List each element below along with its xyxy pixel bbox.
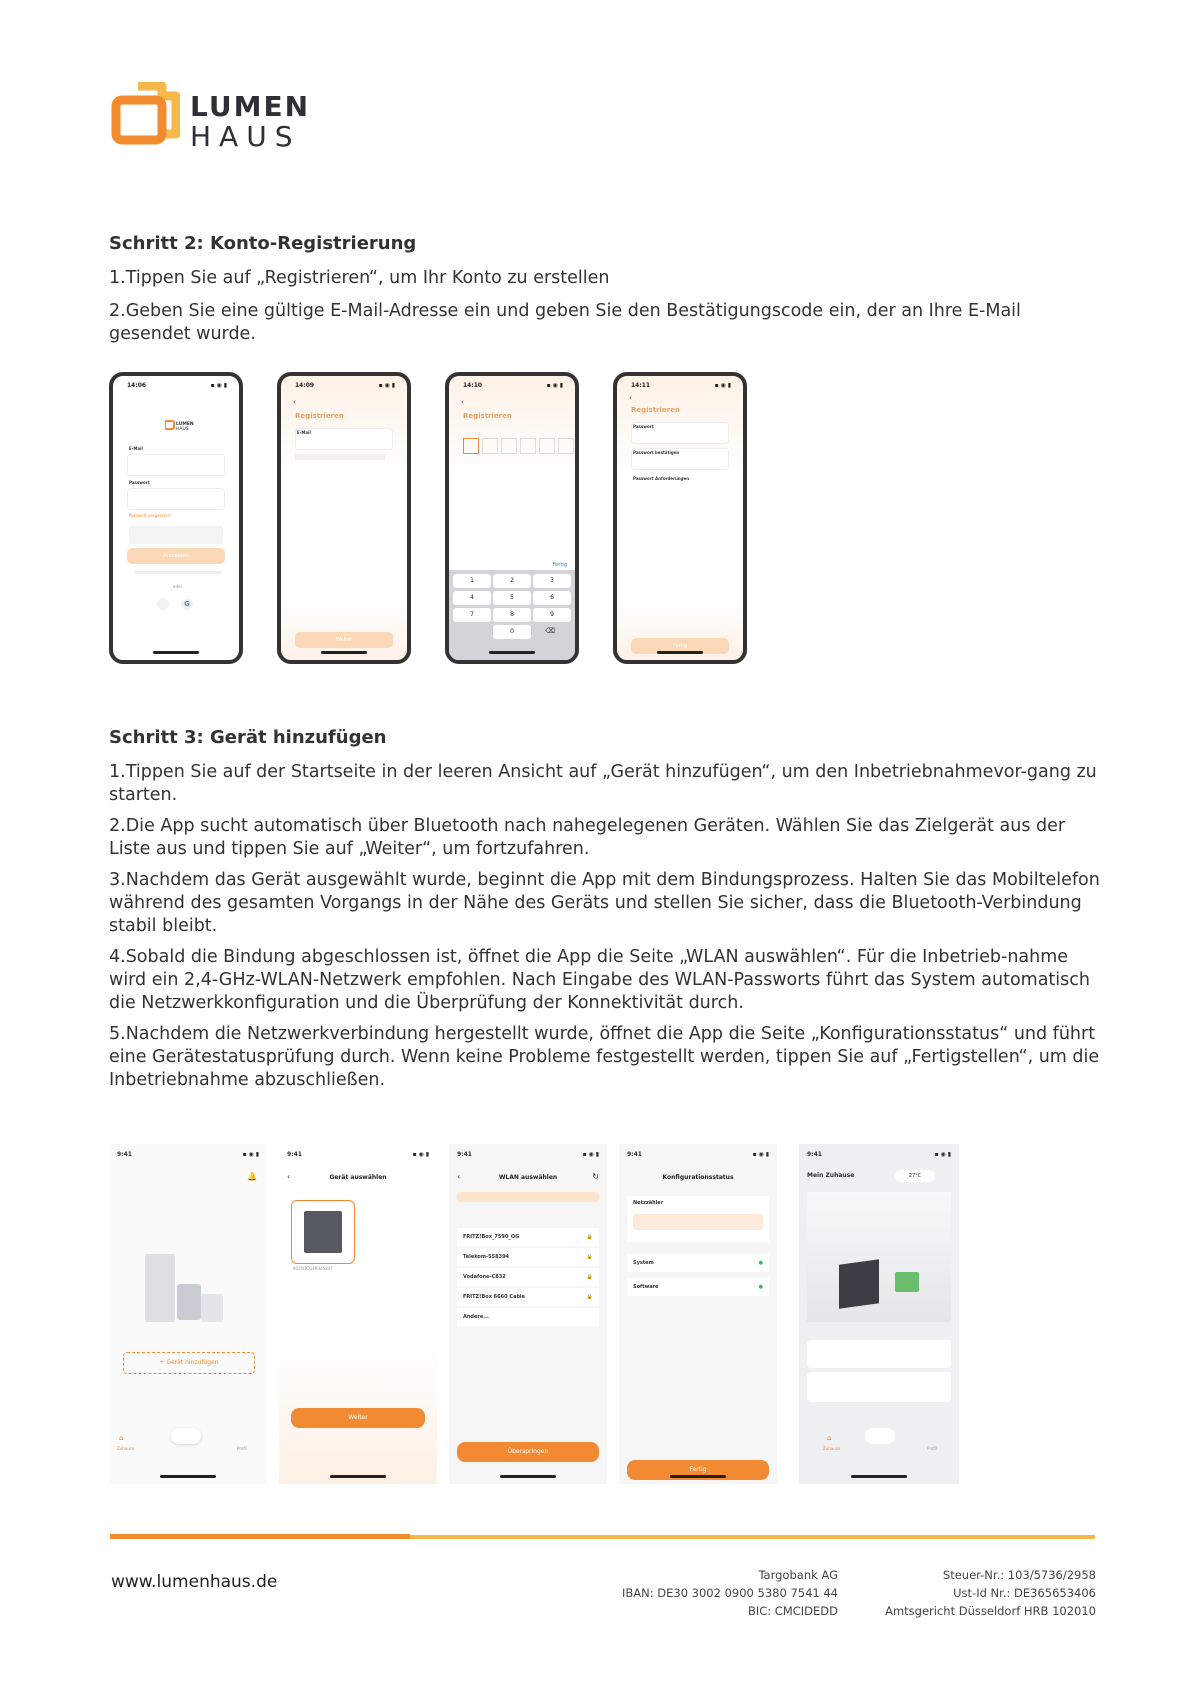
login-button[interactable]: Anmelden xyxy=(127,548,225,564)
center-device-icon[interactable] xyxy=(171,1428,201,1444)
home-indicator xyxy=(321,651,367,654)
step3-item: 4.Sobald die Bindung abgeschlossen ist, öffnet die App die Seite „WLAN auswählen“. Für die Inbetrieb-nahme wird ein 2,4-GHz-WLAN-Netzwerk empfohlen. Nach Eingabe des WLAN-Passworts führt das System automatisch die Netzwerkkonfiguration und die Überprüfung der Konnektivität durch. xyxy=(109,947,1090,1013)
step3-item: 3.Nachdem das Gerät ausgewählt wurde, beginnt die App mit dem Bindungsprozess. Halten Sie das Mobiltelefon während des gesamten Vorgangs in der Nähe des Geräts und stellen Sie sicher, dass die Bluetooth-Verbindung stabil bleibt. xyxy=(109,870,1100,936)
home-title[interactable]: Mein Zuhause xyxy=(807,1172,855,1179)
website-link[interactable]: www.lumenhaus.de xyxy=(111,1572,278,1592)
status-icons: ▪ ◉ ▮ xyxy=(582,1151,599,1158)
device-serial: 9025DCG4R045347 xyxy=(293,1266,333,1271)
terms-text xyxy=(129,526,223,544)
software-status-row[interactable]: Software ● xyxy=(627,1278,769,1296)
key-5[interactable]: 5 xyxy=(493,591,531,605)
meter-label: Netzzähler xyxy=(633,1200,664,1206)
next-button[interactable]: Weiter xyxy=(295,632,393,648)
key-1[interactable]: 1 xyxy=(453,574,491,588)
footer-bar-dark xyxy=(110,1534,410,1539)
app-home-empty-screen xyxy=(109,1144,267,1484)
vat-id: Ust-Id Nr.: DE365653406 xyxy=(953,1586,1096,1600)
center-device-icon[interactable] xyxy=(865,1428,895,1444)
brand-line2: HAUS xyxy=(190,120,301,153)
confirm-password-label: Passwort bestätigen xyxy=(633,450,680,455)
status-time: 14:06 xyxy=(127,382,147,389)
step3-item: 5.Nachdem die Netzwerkverbindung hergestellt wurde, öffnet die App die Seite „Konfigurationsstatus“ und führt eine Gerätestatusprüfung durch. Wenn keine Probleme festgestellt werden, tippen Sie auf „Fertigstellen“, um die Inbetriebnahme abzuschließen. xyxy=(109,1024,1100,1090)
select-device-title: Gerät auswählen xyxy=(329,1174,387,1181)
numeric-keypad xyxy=(449,570,575,660)
phone-set-password-screen xyxy=(613,372,747,664)
energy-summary-card[interactable] xyxy=(807,1340,951,1368)
profile-tab-label[interactable]: Profil xyxy=(237,1446,247,1451)
lumenhaus-logo-icon xyxy=(110,82,180,146)
home-indicator xyxy=(670,1475,726,1478)
weather-chip: 27°C xyxy=(895,1170,935,1182)
password-label: Passwort xyxy=(633,424,654,429)
svg-text:HAUS: HAUS xyxy=(176,427,189,431)
register-hint xyxy=(135,571,221,574)
phone-login-screen xyxy=(109,372,243,664)
device-summary-card[interactable] xyxy=(807,1372,951,1402)
wifi-network-item[interactable]: Vodafone-C832 🔒 xyxy=(457,1268,599,1286)
brand-wordmark xyxy=(190,92,310,152)
finish-button[interactable]: Fertig xyxy=(627,1460,769,1480)
key-0[interactable]: 0 xyxy=(493,625,531,639)
home-indicator xyxy=(153,651,199,654)
status-icons: ▪ ◉ ▮ xyxy=(934,1151,951,1158)
status-time: 14:10 xyxy=(463,382,483,389)
back-icon[interactable]: ‹ xyxy=(293,398,296,406)
back-icon[interactable]: ‹ xyxy=(287,1172,291,1181)
password-field[interactable] xyxy=(127,488,225,510)
skip-button[interactable]: Überspringen xyxy=(457,1442,599,1462)
wifi-network-item[interactable]: FRITZ!Box 6660 Cable 🔒 xyxy=(457,1288,599,1306)
next-button[interactable]: Weiter xyxy=(291,1408,425,1428)
court-registration: Amtsgericht Düsseldorf HRB 102010 xyxy=(885,1604,1096,1618)
register-title: Registrieren xyxy=(295,412,344,420)
step2-item: 2.Geben Sie eine gültige E-Mail-Adresse ein und geben Sie den Bestätigungscode ein, der an Ihre E-Mail gesendet wurde. xyxy=(109,301,1021,344)
status-icons: ▪ ◉ ▮ xyxy=(752,1151,769,1158)
requirements-box xyxy=(631,474,729,518)
home-tab-icon[interactable]: ⌂ xyxy=(827,1434,832,1442)
select-device-screen xyxy=(279,1144,437,1484)
back-icon[interactable]: ‹ xyxy=(461,398,464,406)
add-device-button[interactable]: + Gerät hinzufügen xyxy=(123,1352,255,1374)
home-indicator xyxy=(851,1475,907,1478)
apple-login-icon[interactable] xyxy=(157,598,169,610)
step2-section xyxy=(109,233,1104,346)
back-icon[interactable]: ‹ xyxy=(629,394,632,402)
status-time: 14:09 xyxy=(295,382,315,389)
svg-text:LUMEN: LUMEN xyxy=(176,422,194,427)
select-wifi-screen xyxy=(449,1144,607,1484)
register-title: Registrieren xyxy=(631,406,680,414)
home-tab-icon[interactable]: ⌂ xyxy=(119,1434,124,1442)
back-icon[interactable]: ‹ xyxy=(457,1172,461,1181)
meter-warning xyxy=(633,1214,763,1230)
wifi-network-item[interactable]: Telekom-558394 🔒 xyxy=(457,1248,599,1266)
wifi-network-item[interactable]: FRITZ!Box_7590_OG 🔒 xyxy=(457,1228,599,1246)
bank-info xyxy=(600,1566,838,1620)
configuration-status-screen xyxy=(619,1144,777,1484)
refresh-icon[interactable]: ↻ xyxy=(592,1172,599,1181)
phone-verification-code-screen xyxy=(445,372,579,664)
step3-item: 2.Die App sucht automatisch über Bluetooth nach nahegelegenen Geräten. Wählen Sie das Zielgerät aus der Liste aus und tippen Sie auf „Weiter“, um fortzufahren. xyxy=(109,816,1066,859)
phone-register-email-screen xyxy=(277,372,411,664)
password-label: Passwort xyxy=(129,480,150,485)
status-icons: ▪ ◉ ▮ xyxy=(714,382,731,389)
home-indicator xyxy=(657,651,703,654)
key-3[interactable]: 3 xyxy=(533,574,571,588)
meter-status-card[interactable] xyxy=(627,1196,769,1242)
system-status-row[interactable]: System ● xyxy=(627,1254,769,1272)
forgot-password-link[interactable]: Passwort vergessen? xyxy=(129,513,171,518)
step3-item: 1.Tippen Sie auf der Startseite in der leeren Ansicht auf „Gerät hinzufügen“, um den Inbetriebnahmevor-gang zu starten. xyxy=(109,762,1097,805)
status-icons: ▪ ◉ ▮ xyxy=(210,382,227,389)
code-input-boxes[interactable] xyxy=(463,438,574,454)
bank-bic: BIC: CMCIDEDD xyxy=(747,1604,838,1618)
home-indicator xyxy=(160,1475,216,1478)
key-7[interactable]: 7 xyxy=(453,608,491,622)
finish-button[interactable]: Fertig xyxy=(631,638,729,654)
status-icons: ▪ ◉ ▮ xyxy=(546,382,563,389)
done-key[interactable]: Fertig xyxy=(552,562,567,568)
status-time: 9:41 xyxy=(457,1151,472,1158)
requirements-label: Passwort Anforderungen xyxy=(633,476,690,481)
home-tab-label[interactable]: Zuhause xyxy=(823,1446,841,1451)
bank-name: Targobank AG xyxy=(758,1568,838,1582)
status-time: 9:41 xyxy=(287,1151,302,1158)
home-tab-label[interactable]: Zuhause xyxy=(117,1446,135,1451)
email-label: E-Mail xyxy=(297,430,311,435)
config-status-title: Konfigurationsstatus xyxy=(662,1174,734,1181)
status-icons: ▪ ◉ ▮ xyxy=(412,1151,429,1158)
tax-info xyxy=(860,1566,1096,1620)
device-illustration xyxy=(137,1254,227,1324)
status-time: 9:41 xyxy=(117,1151,132,1158)
brand-line1: LUMEN xyxy=(190,90,311,123)
status-icons: ▪ ◉ ▮ xyxy=(242,1151,259,1158)
backspace-icon[interactable]: ⌫ xyxy=(545,627,555,635)
or-separator: oder xyxy=(173,584,183,589)
key-2[interactable]: 2 xyxy=(493,574,531,588)
status-time: 14:11 xyxy=(631,382,651,389)
key-9[interactable]: 9 xyxy=(533,608,571,622)
google-login-icon[interactable]: G xyxy=(181,598,193,610)
home-indicator xyxy=(489,651,535,654)
step2-item: 1.Tippen Sie auf „Registrieren“, um Ihr Konto zu erstellen xyxy=(109,268,610,288)
home-indicator xyxy=(500,1475,556,1478)
my-home-dashboard-screen xyxy=(799,1144,959,1484)
home-indicator xyxy=(330,1475,386,1478)
house-illustration xyxy=(807,1192,951,1322)
email-label: E-Mail xyxy=(129,446,143,451)
wifi-hint-banner xyxy=(457,1192,599,1202)
step3-section xyxy=(109,727,1104,1092)
footer-bar-light xyxy=(410,1535,1095,1539)
tax-number: Steuer-Nr.: 103/5736/2958 xyxy=(942,1568,1096,1582)
status-icons: ▪ ◉ ▮ xyxy=(378,382,395,389)
device-card[interactable] xyxy=(291,1200,355,1264)
status-time: 9:41 xyxy=(807,1151,822,1158)
profile-tab-label[interactable]: Profil xyxy=(927,1446,937,1451)
register-title: Registrieren xyxy=(463,412,512,420)
select-wifi-title: WLAN auswählen xyxy=(498,1174,558,1181)
mini-logo-icon xyxy=(165,416,195,431)
email-field[interactable] xyxy=(127,454,225,476)
key-8[interactable]: 8 xyxy=(493,608,531,622)
step3-heading: Schritt 3: Gerät hinzufügen xyxy=(109,727,387,748)
key-6[interactable]: 6 xyxy=(533,591,571,605)
hint-text xyxy=(295,454,385,460)
bank-iban: IBAN: DE30 3002 0900 5380 7541 44 xyxy=(621,1586,838,1600)
step2-heading: Schritt 2: Konto-Registrierung xyxy=(109,233,417,254)
bell-icon[interactable]: 🔔 xyxy=(247,1172,257,1181)
key-4[interactable]: 4 xyxy=(453,591,491,605)
status-time: 9:41 xyxy=(627,1151,642,1158)
wifi-network-other[interactable]: Andere... xyxy=(457,1308,599,1326)
